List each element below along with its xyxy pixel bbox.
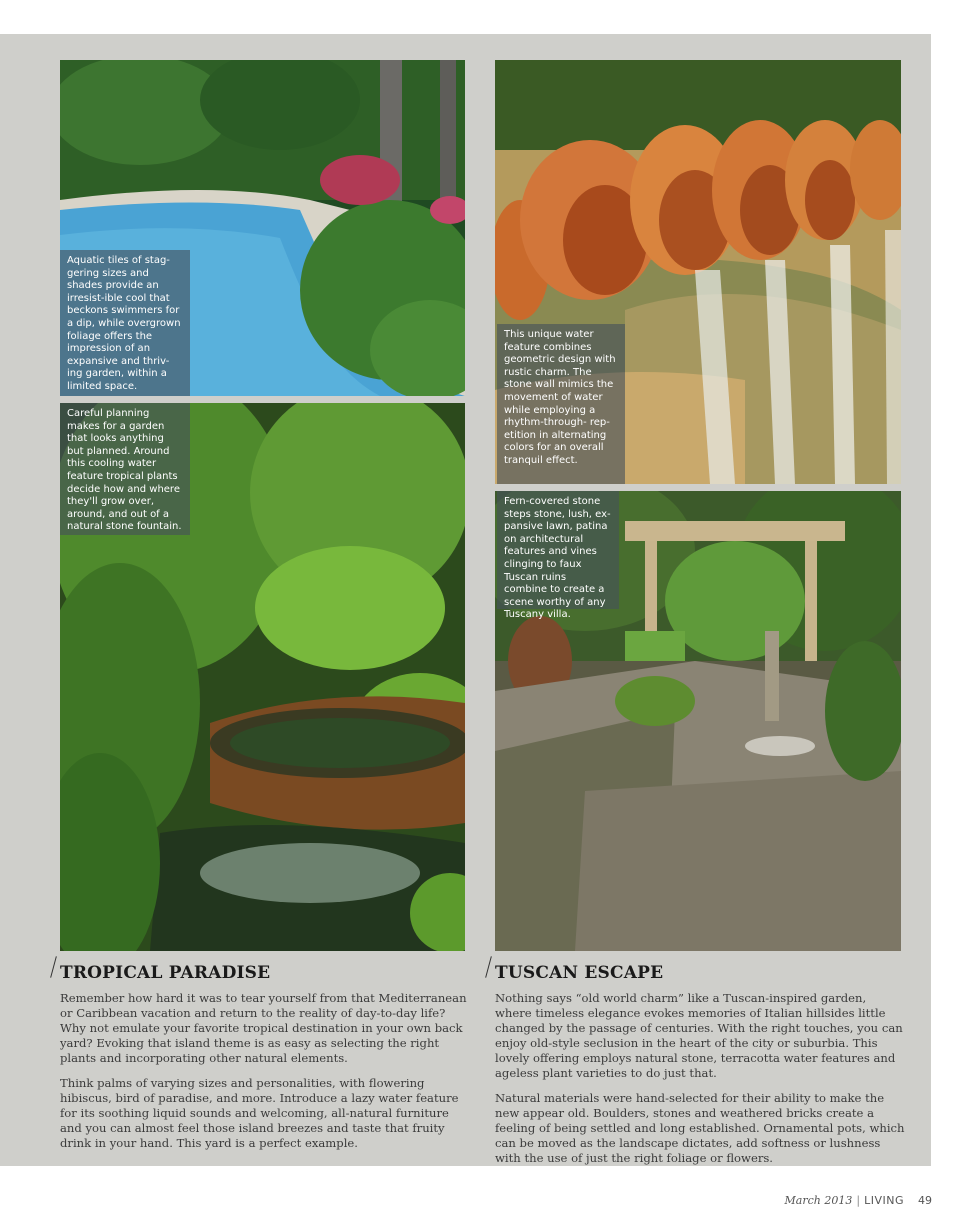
tropical-heading: TROPICAL PARADISE (60, 963, 271, 983)
tropical-paragraph-2: Think palms of varying sizes and personalities, with flowering hibiscus, bird of paradise, and more. Introduce a lazy water feature for its soothing liquid sounds and welcoming, all-natural furniture and you can almost feel those island breezes and taste that fruity drink in your hand. This yard is a perfect example. (60, 1076, 459, 1150)
steps-caption: Fern-covered stone steps stone, lush, ex-pansive lawn, patina on architectural features and vines clinging to faux Tuscan ruins combine to create a scene worthy of any Tuscany villa. (497, 491, 619, 609)
footer-month: March 2013 (784, 1194, 853, 1207)
tuscan-paragraph-1: Nothing says “old world charm” like a Tuscan-inspired garden, where timeless elegance evokes memories of Italian hillsides little changed by the passage of centuries. With the right touches, you can enjoy old-style seclusion in the heart of the city or suburbia. This lovely offering employs natural stone, terracotta water features and ageless plant varieties to do just that. (495, 991, 903, 1080)
tropical-paragraph-1: Remember how hard it was to tear yourself from that Mediterranean or Caribbean vacation and return to the reality of day-to-day life? Why not emulate your favorite tropical destination in your own back yard? Evoking that island theme is as easy as selecting the right plants and incorporating other natural elements. (60, 991, 467, 1065)
tuscan-paragraph-2: Natural materials were hand-selected for their ability to make the new appear old. Boulders, stones and weathered bricks create a feeling of being settled and long established. Ornamental pots, which can be moved as the landscape dictates, add softness or lushness with the use of just the right foliage or flowers. (495, 1091, 905, 1165)
tropical-body (60, 991, 468, 1161)
footer-separator: | (856, 1194, 861, 1207)
pots-caption: This unique water feature combines geometric design with rustic charm. The stone wall mimics the movement of water while employing a rhythm-through- rep-etition in alternating colors for an overall tranquil effect. (497, 324, 625, 484)
page-number: 49 (918, 1194, 932, 1207)
pool-caption: Aquatic tiles of stag-gering sizes and shades provide an irresist-ible cool that beckons swimmers for a dip, while overgrown foliage offers the impression of an expansive and thriv-ing garden, within a limited space. (60, 250, 190, 396)
tuscan-body (495, 991, 905, 1176)
tuscan-heading: TUSCAN ESCAPE (495, 963, 664, 983)
footer-section: LIVING (864, 1194, 904, 1207)
fountain-caption: Careful planning makes for a garden that looks anything but planned. Around this cooling water feature tropical plants decide how and where they'll grow over, around, and out of a natural stone fountain. (60, 403, 190, 535)
page-footer (785, 1194, 932, 1207)
